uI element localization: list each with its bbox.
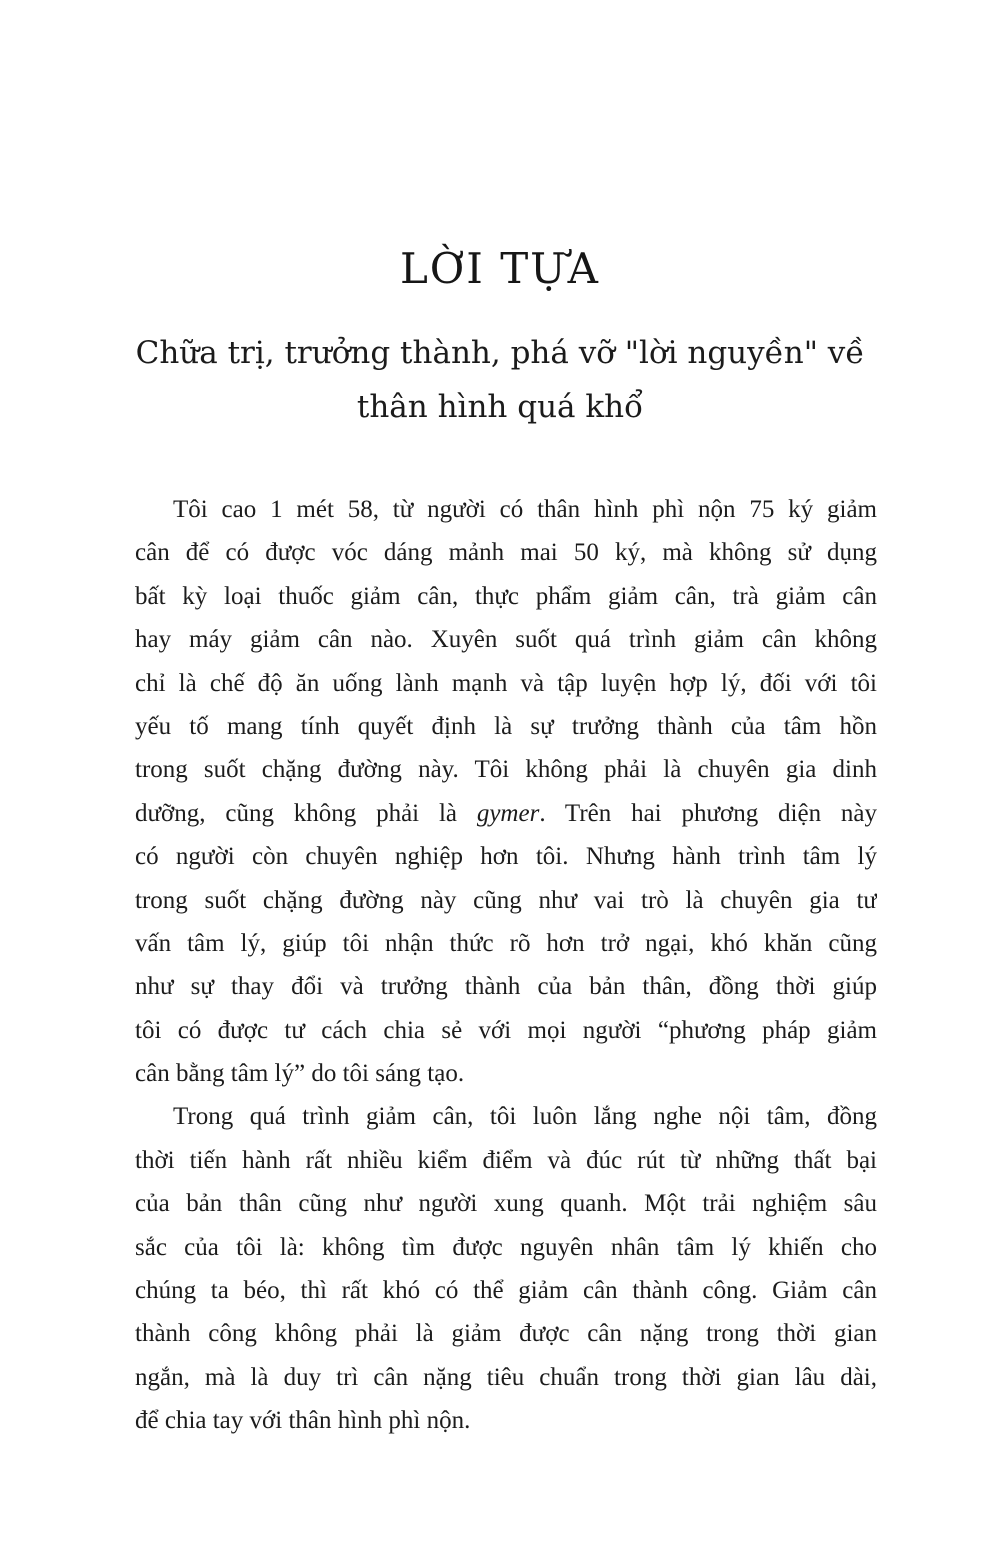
text-line: hay máy giảm cân nào. Xuyên suốt quá trình giảm cân không [135,626,877,654]
preface-subtitle-line: Chữa trị, trưởng thành, phá vỡ "lời nguyền" về [135,335,865,371]
preface-body [135,488,877,1443]
paragraph [135,488,877,1095]
preface-subtitle-line: thân hình quá khổ [356,389,644,425]
text-line: vấn tâm lý, giúp tôi nhận thức rõ hơn trở ngại, khó khăn cũng [135,929,877,957]
text-line: của bản thân cũng như người xung quanh. Một trải nghiệm sâu [135,1190,877,1218]
text-line: yếu tố mang tính quyết định là sự trưởng thành của tâm hồn [135,712,877,740]
text-line: sắc của tôi là: không tìm được nguyên nhân tâm lý khiến cho [135,1233,877,1261]
text-line: như sự thay đổi và trưởng thành của bản thân, đồng thời giúp [135,973,877,1001]
text-line: để chia tay với thân hình phì nộn. [135,1407,471,1435]
text-line: trong suốt chặng đường này. Tôi không phải là chuyên gia dinh [135,756,877,784]
text-line: chỉ là chế độ ăn uống lành mạnh và tập luyện hợp lý, đối với tôi [135,669,877,697]
preface-subtitle [0,326,1000,434]
text-line: có người còn chuyên nghiệp hơn tôi. Nhưng hành trình tâm lý [135,843,877,871]
paragraph [135,1095,877,1442]
text-line: cân bằng tâm lý” do tôi sáng tạo. [135,1060,465,1088]
text-line: thành công không phải là giảm được cân nặng trong thời gian [135,1320,877,1348]
text-line: trong suốt chặng đường này cũng như vai trò là chuyên gia tư [135,886,877,914]
text-line: dưỡng, cũng không phải là gymer. Trên hai phương diện này [135,799,877,827]
text-line: bất kỳ loại thuốc giảm cân, thực phẩm giảm cân, trà giảm cân [135,582,877,610]
text-line: thời tiến hành rất nhiều kiểm điểm và đúc rút từ những thất bại [135,1146,877,1174]
text-line: tôi có được tư cách chia sẻ với mọi người “phương pháp giảm [135,1016,877,1044]
text-line: ngắn, mà là duy trì cân nặng tiêu chuẩn trong thời gian lâu dài, [135,1363,877,1391]
text-line: Tôi cao 1 mét 58, từ người có thân hình phì nộn 75 ký giảm [173,496,877,523]
text-line: cân để có được vóc dáng mảnh mai 50 ký, mà không sử dụng [135,539,877,567]
text-line: Trong quá trình giảm cân, tôi luôn lắng nghe nội tâm, đồng [173,1103,877,1131]
preface-title: LỜI TỰA [399,244,600,293]
text-line: chúng ta béo, thì rất khó có thể giảm cân thành công. Giảm cân [135,1277,877,1305]
